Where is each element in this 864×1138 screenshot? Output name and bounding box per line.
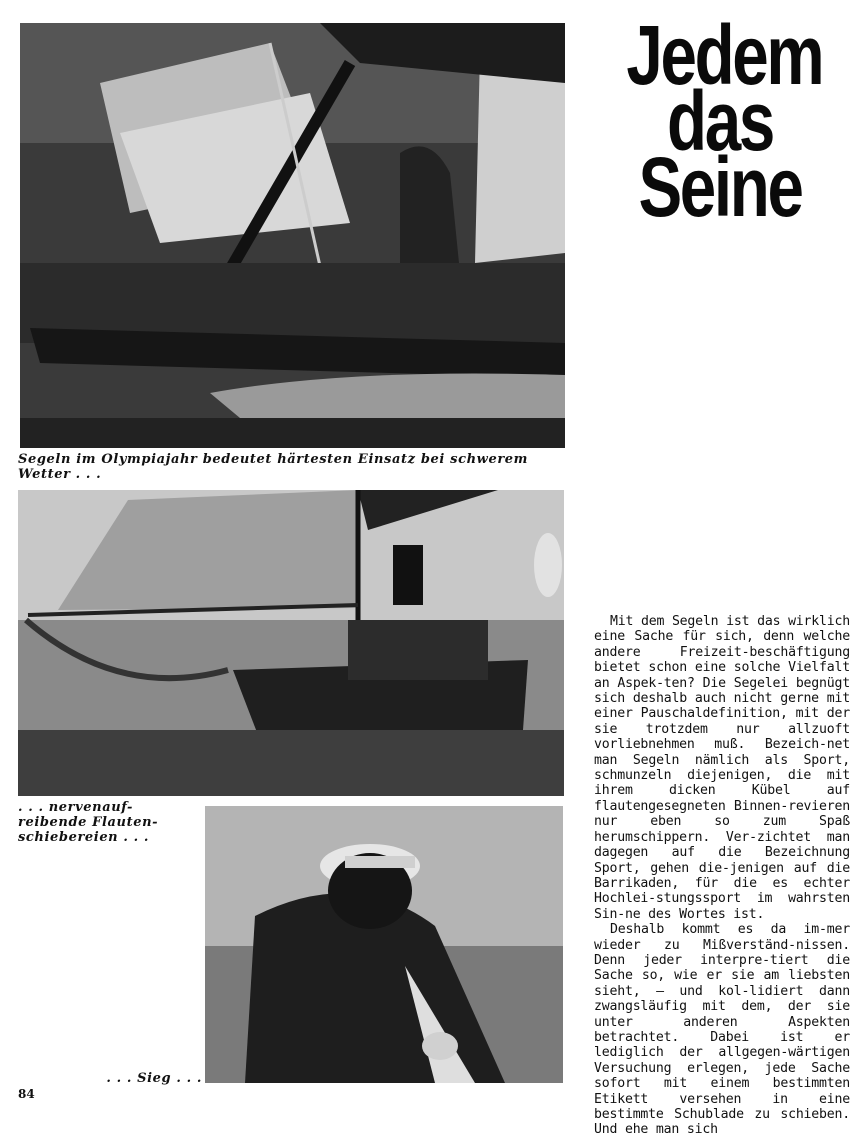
- headline-line-1: Jedem: [626, 8, 823, 102]
- caption-light-wind: . . . nervenauf- reibende Flauten- schiebereien . . .: [18, 800, 159, 845]
- caption-victory: . . . Sieg . . .: [106, 1071, 202, 1086]
- headline-line-2: das: [667, 74, 773, 168]
- article-paragraph-1: Mit dem Segeln ist das wirklich eine Sache für sich, denn welche andere Freizeit-beschäftigung bietet schon eine solche Vielfalt an Aspek-ten? Die Segelei begnügt sich deshalb auch nicht gerne mit einer Pauschaldefinition, mit der sie trotzdem nur allzuoft vorliebnehmen muß. Bezeich-net man Segeln nämlich als Sport, schmunzeln diejenigen, die mit ihrem dicken Kübel auf flautengesegneten Binnen-revieren nur eben so zum Spaß herumschippern. Ver-zichtet man dagegen auf die Bezeichnung Sport, gehen die-jenigen auf die Barrikaden, für die es echter Hochlei-stungssport im wahrsten Sin-ne des Wortes ist.: [594, 614, 850, 922]
- photo-heavy-weather-sailing: [20, 23, 565, 448]
- headline-line-3: Seine: [638, 140, 802, 234]
- caption-heavy-weather: Segeln im Olympiajahr bedeutet härtesten Einsatz bei schwerem Wetter . . .: [18, 452, 528, 482]
- page-number: 84: [18, 1087, 35, 1101]
- photo-victory-sailor: [205, 806, 563, 1083]
- article-paragraph-2: Deshalb kommt es da im-mer wieder zu Mißverständ-nissen. Denn jeder interpre-tiert die Sache so, wie er sie am liebsten sieht, — und kol-lidiert dann zwangsläufig mit dem, der sie unter anderen Aspekten betrachtet. Dabei ist er lediglich der allgegen-wärtigen Versuchung erlegen, jede Sache sofort mit einem bestimmten Etikett versehen in eine bestimmte Schublade zu schieben. Und ehe man sich: [594, 922, 850, 1138]
- headline: [600, 8, 840, 234]
- article-body: [594, 614, 850, 1138]
- photo-light-wind-sailing: [18, 490, 564, 796]
